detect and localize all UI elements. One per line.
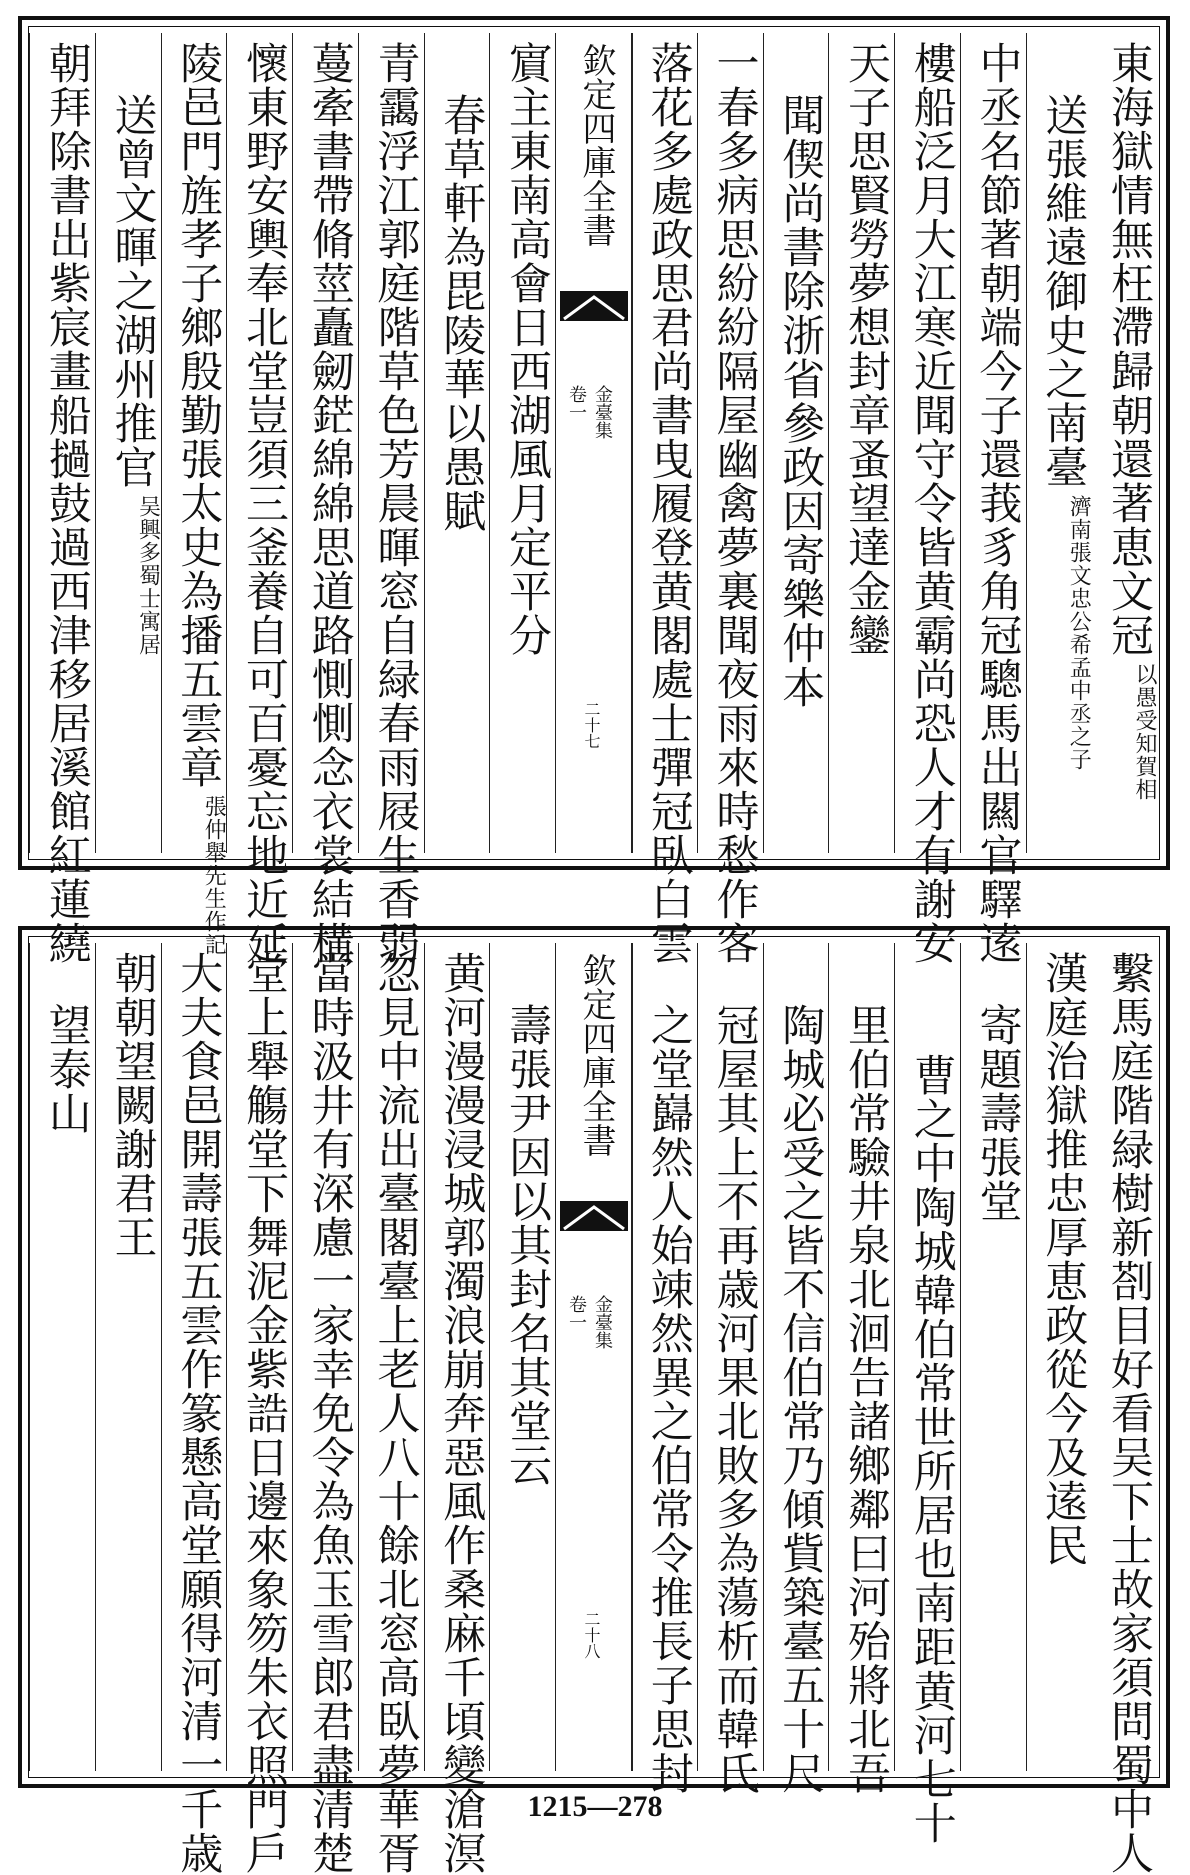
- center-gutter: [555, 943, 633, 1771]
- column-text-line: [1091, 951, 1157, 1875]
- column-text-line: [227, 951, 292, 1875]
- page-number: 1215—278: [527, 1790, 663, 1823]
- column-main-text: 送張維遠御史之南臺: [1038, 93, 1089, 489]
- top-page-text-area: [28, 26, 1160, 965]
- column-text-line: [698, 41, 763, 965]
- column-text-line: [829, 1003, 894, 1795]
- column-main-text: 陵邑門旌孝子鄉殷勤張太史為播五雲章: [173, 41, 224, 789]
- text-column: [1091, 33, 1157, 853]
- interlinear-note: 張仲舉先生作記: [201, 795, 227, 956]
- text-column: [828, 33, 894, 853]
- column-main-text: 里伯常驗井泉北洄告諸鄉鄰曰河殆將北吾: [841, 1003, 891, 1795]
- text-column: [894, 943, 960, 1845]
- column-main-text: 青靄浮江郭庭階草色芳晨暉窓自緑春雨屐生香弱: [370, 41, 421, 965]
- text-column: [489, 33, 555, 853]
- text-column: [424, 943, 490, 1875]
- column-text-line: [425, 951, 490, 1875]
- column-text-line: [764, 93, 829, 709]
- column-text-line: [490, 1003, 555, 1487]
- column-text-line: [1027, 93, 1092, 771]
- interlinear-note: 濟南張文忠公希孟中丞之子: [1066, 495, 1092, 771]
- text-column: [631, 33, 697, 965]
- column-main-text: 一春多病思紛紛隔屋幽禽夢裏聞夜雨來時愁作客: [709, 41, 760, 965]
- column-text-line: [359, 41, 424, 965]
- text-column: [226, 943, 292, 1875]
- column-text-line: [162, 951, 227, 1875]
- text-column: [226, 33, 292, 965]
- gutter-volume-number: 卷一: [566, 1295, 587, 1331]
- column-text-line: [293, 41, 358, 965]
- column-text-line: [829, 41, 894, 657]
- text-column: [424, 33, 490, 853]
- column-main-text: 懷東野安輿奉北堂豈須三釜養自可百憂忘地近延: [239, 41, 289, 965]
- text-column: [960, 33, 1026, 965]
- column-main-text: 蔓牽書帶脩莖矗劒鋩綿綿思道路惻惻念衣裳結構: [304, 41, 355, 965]
- column-text-line: [632, 41, 697, 965]
- column-main-text: 堂上舉觴堂下舞泥金紫誥日邊來象笏朱衣照門戶: [239, 951, 289, 1875]
- column-text-line: [895, 1053, 960, 1845]
- gutter-volume-number: 卷一: [566, 385, 587, 421]
- column-main-text: 中丞名節著朝端今子還莪豸角冠驄馬出闗官驛逺: [972, 41, 1023, 965]
- text-column: [29, 943, 95, 1771]
- column-main-text: 繫馬庭階緑樹新剳目好看吴下士故家須問蜀中人: [1104, 951, 1154, 1875]
- column-main-text: 壽張尹因以其封名其堂云: [502, 1003, 552, 1487]
- column-text-line: [1027, 951, 1092, 1567]
- column-main-text: 忽見中流出臺閣臺上老人八十餘北窓高臥夢華胥: [370, 951, 421, 1875]
- column-text-line: [961, 1003, 1026, 1223]
- text-column: [828, 943, 894, 1795]
- column-text-line: [490, 41, 555, 657]
- column-main-text: 曹之中陶城韓伯常世所居也南距黄河七十: [906, 1053, 957, 1845]
- gutter-book-title: 金臺集: [592, 1295, 613, 1349]
- column-text-line: [895, 41, 960, 965]
- column-main-text: 黄河漫漫浸城郭濁浪崩奔惡風作桑麻千頃變滄溟: [436, 951, 487, 1875]
- column-main-text: 東海獄情無枉滯歸朝還著恵文冠: [1104, 41, 1154, 657]
- column-text-line: [227, 41, 292, 965]
- text-column: [1026, 33, 1092, 853]
- text-column: [697, 943, 763, 1795]
- column-main-text: 當時汲井有深慮一家幸免令為魚玉雪郎君盡清楚: [304, 951, 355, 1875]
- text-column: [763, 943, 829, 1795]
- column-text-line: [698, 1003, 763, 1795]
- column-main-text: 漢庭治獄推忠厚恵政從今及逺民: [1038, 951, 1089, 1567]
- column-main-text: 送曾文暉之湖州推官: [107, 93, 158, 489]
- text-column: [1091, 943, 1157, 1875]
- text-column: [697, 33, 763, 965]
- column-text-line: [764, 1003, 829, 1795]
- center-gutter: [555, 33, 633, 853]
- column-text-line: [293, 951, 358, 1875]
- interlinear-note: 以愚受知賀相: [1132, 663, 1157, 801]
- column-main-text: 朝拜除書出紫宸畫船撾鼓過西津移居溪館紅蓮繞: [41, 41, 92, 965]
- column-text-line: [425, 93, 490, 533]
- column-main-text: 樓船泛月大江寒近聞守令皆黄霸尚恐人才有謝安: [906, 41, 957, 965]
- column-text-line: [96, 951, 161, 1259]
- gutter-collection-title: 欽定四庫全書: [576, 43, 616, 247]
- text-column: [894, 33, 960, 965]
- text-column: [29, 33, 95, 965]
- interlinear-note: 吴興多蜀士寓居: [135, 495, 161, 656]
- column-text-line: [1091, 41, 1157, 873]
- column-text-line: [632, 1003, 697, 1795]
- text-column: [763, 33, 829, 853]
- column-main-text: 賔主東南高會日西湖風月定平分: [502, 41, 552, 657]
- text-column: [292, 33, 358, 965]
- text-column: [960, 943, 1026, 1771]
- gutter-collection-title: 欽定四庫全書: [576, 953, 616, 1157]
- column-main-text: 聞偰尚書除浙省參政因寄樂仲本: [775, 93, 826, 709]
- text-column: [95, 943, 161, 1771]
- column-text-line: [96, 93, 161, 705]
- column-main-text: 春草軒為毘陵華以愚賦: [436, 93, 487, 533]
- text-column: [1026, 943, 1092, 1771]
- column-main-text: 陶城必受之皆不信伯常乃傾貲築臺五十尺: [775, 1003, 826, 1795]
- text-column: [95, 33, 161, 853]
- text-column: [631, 943, 697, 1795]
- text-column: [358, 943, 424, 1875]
- column-main-text: 冠屋其上不再歳河果北敗多為蕩析而韓氏: [709, 1003, 760, 1795]
- column-main-text: 落花多處政思君尚書曳履登黄閣處士彈冠臥白雲: [643, 41, 694, 965]
- column-text-line: [30, 1003, 95, 1135]
- column-main-text: 天子思賢勞夢想封章蚤望達金鑾: [841, 41, 891, 657]
- text-column: [161, 33, 227, 956]
- column-text-line: [359, 951, 424, 1875]
- top-page-frame: [18, 16, 1170, 965]
- text-column: [358, 33, 424, 965]
- column-text-line: [961, 41, 1026, 965]
- gutter-leaf-number: 二十八: [582, 1611, 601, 1659]
- column-main-text: 之堂巋然人始竦然異之伯常令推長子思封: [643, 1003, 694, 1795]
- column-main-text: 望泰山: [41, 1003, 92, 1135]
- column-main-text: 寄題壽張堂: [972, 1003, 1023, 1223]
- gutter-leaf-number: 二十七: [582, 701, 601, 749]
- column-text-line: [162, 41, 227, 1005]
- column-text-line: [30, 41, 95, 965]
- gutter-book-title: 金臺集: [592, 385, 613, 439]
- text-column: [489, 943, 555, 1771]
- column-main-text: 大夫食邑開壽張五雲作篆懸高堂願得河清一千歳: [173, 951, 224, 1875]
- text-column: [292, 943, 358, 1875]
- column-main-text: 朝朝望闕謝君王: [107, 951, 158, 1259]
- fish-tail-mark-icon: [560, 291, 628, 321]
- fish-tail-mark-icon: [560, 1201, 628, 1231]
- text-column: [161, 943, 227, 1875]
